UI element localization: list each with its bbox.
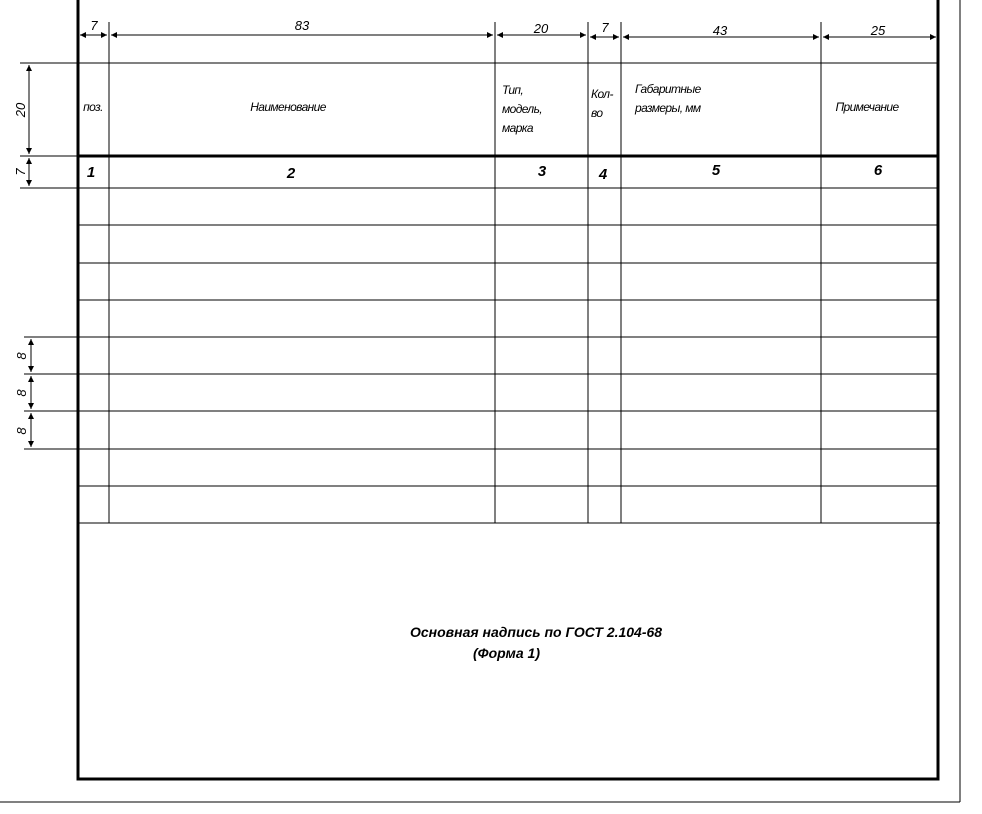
dim-row-2-value: 8 [14, 389, 29, 397]
column-number-5: 5 [711, 162, 721, 179]
header-pos: поз. [83, 100, 103, 114]
header-type-line2: модель, [502, 102, 543, 116]
dim-col6-value: 25 [870, 23, 886, 38]
drawing-frame [78, 0, 938, 779]
top-dimensions [80, 22, 936, 63]
dim-number-row-value: 7 [13, 168, 28, 176]
dim-row-3-value: 8 [14, 427, 29, 435]
dim-row-1-value: 8 [14, 352, 29, 360]
title-block-note-line1: Основная надпись по ГОСТ 2.104-68 [410, 624, 663, 640]
dim-col5-value: 43 [712, 23, 728, 38]
column-number-4: 4 [598, 166, 608, 183]
column-number-6: 6 [873, 162, 883, 179]
title-block-note-line2: (Форма 1) [473, 645, 540, 661]
dim-header-height-value: 20 [13, 102, 28, 118]
header-qty-line1: Кол- [591, 87, 613, 101]
header-dims-line2: размеры, мм [635, 101, 701, 115]
column-number-1: 1 [86, 164, 96, 181]
column-number-2: 2 [286, 165, 296, 182]
column-number-3: 3 [537, 163, 547, 180]
header-dims-line1: Габаритные [635, 82, 701, 96]
header-type-line1: Тип, [502, 83, 524, 97]
dim-col4-value: 7 [601, 20, 609, 35]
dim-col2-value: 83 [294, 18, 310, 33]
header-type-line3: марка [502, 121, 533, 135]
dim-col1-value: 7 [90, 18, 98, 33]
dim-col3-value: 20 [533, 21, 549, 36]
header-qty-line2: во [591, 106, 603, 120]
header-note: Примечание [835, 100, 899, 114]
header-name: Наименование [250, 100, 326, 114]
